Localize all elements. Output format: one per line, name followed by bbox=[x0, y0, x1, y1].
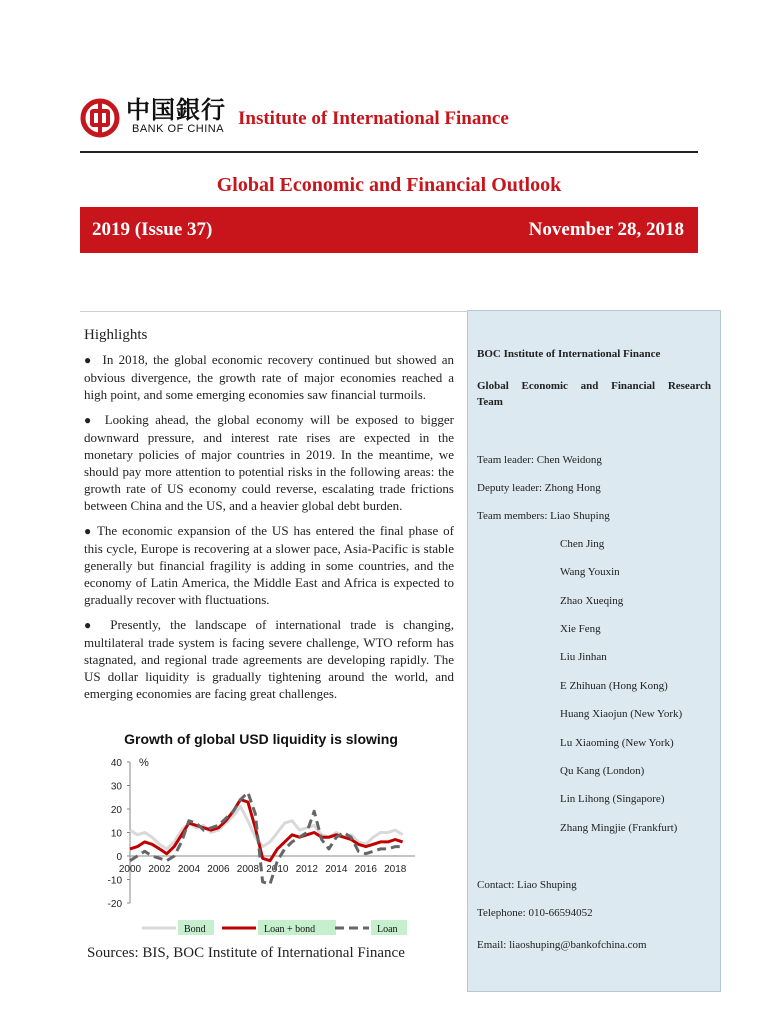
team-member: Huang Xiaojun (New York) bbox=[560, 708, 683, 720]
legend-label: Loan + bond bbox=[264, 924, 316, 935]
series-line-loan-bond bbox=[130, 800, 403, 861]
bullet-icon: ● bbox=[84, 413, 95, 427]
report-title: Global Economic and Financial Outlook bbox=[216, 174, 562, 196]
highlights-list bbox=[84, 351, 454, 710]
y-tick-label: 20 bbox=[110, 805, 122, 816]
highlights-heading: Highlights bbox=[84, 327, 148, 343]
usd-liquidity-chart bbox=[80, 752, 470, 942]
sidebar-team-name: Global Economic and Financial Research bbox=[477, 380, 711, 392]
highlight-item: ● In 2018, the global economic recovery continued but showed an obvious divergence, the growth rate of major economies reached a high point, and some emerging economies saw financial turmoils. bbox=[84, 352, 455, 402]
legend-label: Bond bbox=[184, 924, 206, 935]
sidebar-institute: BOC Institute of International Finance bbox=[477, 348, 661, 360]
highlight-item: ● Presently, the landscape of international trade is changing, multilateral trade system is facing severe challenge, WTO reform has stagnated, and regional trade agreements are developing rapidly. The US dollar liquidity is gradually tightening around the world, and emerging economies are facing great challenges. bbox=[84, 617, 454, 701]
x-tick-label: 2012 bbox=[295, 864, 318, 875]
series-line-bond bbox=[130, 807, 403, 849]
bank-of-china-logo bbox=[80, 96, 230, 142]
team-member: Xie Feng bbox=[560, 623, 601, 635]
logo-chinese-text: 中国銀行 bbox=[126, 95, 226, 124]
contact-telephone: Telephone: 010-66594052 bbox=[477, 907, 593, 919]
y-tick-label: 0 bbox=[116, 852, 122, 863]
bank-of-china-emblem-icon bbox=[80, 98, 120, 138]
x-tick-label: 2008 bbox=[236, 864, 260, 875]
bullet-icon: ● bbox=[84, 353, 94, 367]
bullet-icon: ● bbox=[84, 618, 98, 632]
y-tick-label: 10 bbox=[110, 828, 122, 840]
institute-title: Institute of International Finance bbox=[238, 108, 509, 129]
team-member: Qu Kang (London) bbox=[560, 765, 645, 777]
x-tick-label: 2016 bbox=[354, 864, 377, 875]
x-tick-label: 2018 bbox=[384, 864, 407, 875]
team-member: Zhao Xueqing bbox=[560, 595, 624, 607]
header-rule bbox=[80, 151, 698, 153]
y-tick-label: 40 bbox=[110, 758, 122, 769]
issue-date: November 28, 2018 bbox=[528, 219, 684, 240]
x-tick-label: 2014 bbox=[325, 864, 348, 875]
x-tick-label: 2004 bbox=[177, 864, 201, 875]
sidebar-team-name-cont: Team bbox=[477, 396, 503, 408]
team-leader: Team leader: Chen Weidong bbox=[477, 454, 602, 466]
x-tick-label: 2000 bbox=[118, 864, 142, 875]
team-member: Lu Xiaoming (New York) bbox=[560, 737, 674, 749]
x-tick-label: 2006 bbox=[207, 864, 230, 875]
team-member: Wang Youxin bbox=[560, 566, 620, 578]
x-tick-label: 2010 bbox=[266, 864, 289, 875]
section-divider bbox=[80, 311, 468, 312]
team-member: Chen Jing bbox=[560, 538, 605, 550]
x-tick-label: 2002 bbox=[148, 864, 171, 875]
chart-sources: Sources: BIS, BOC Institute of International Finance bbox=[87, 945, 405, 961]
legend-label: Loan bbox=[377, 924, 398, 935]
y-tick-label: 30 bbox=[110, 781, 122, 793]
team-member: Liu Jinhan bbox=[560, 651, 607, 663]
highlight-item: ● The economic expansion of the US has entered the final phase of this cycle, Europe is recovering at a slower pace, Asia-Pacific is stable generally but financial fragility is adding in some countries, and the economy of Latin America, the Middle East and Africa is expected to gradually recover with fluctuations. bbox=[84, 523, 455, 607]
issue-number: 2019 (Issue 37) bbox=[92, 219, 213, 240]
team-member: Lin Lihong (Singapore) bbox=[560, 793, 665, 805]
team-member: Zhang Mingjie (Frankfurt) bbox=[560, 822, 678, 834]
research-team-sidebar bbox=[467, 310, 721, 992]
contact-person: Contact: Liao Shuping bbox=[477, 879, 577, 891]
deputy-leader: Deputy leader: Zhong Hong bbox=[477, 482, 601, 494]
contact-email[interactable]: Email: liaoshuping@bankofchina.com bbox=[477, 939, 647, 951]
team-members-label: Team members: Liao Shuping bbox=[477, 510, 610, 522]
y-axis-unit: % bbox=[139, 757, 149, 769]
logo-english-text: BANK OF CHINA bbox=[132, 123, 225, 135]
y-tick-label: -20 bbox=[107, 899, 122, 910]
team-member: E Zhihuan (Hong Kong) bbox=[560, 680, 668, 692]
highlight-item: ● Looking ahead, the global economy will be exposed to bigger downward pressure, and interest rate rises are expected in the monetary policies of major countries in 2019. In the meantime, we should pay more attention to potential risks in the following areas: the growth rate of US economy could reverse, escalating trade frictions between China and the US, and a heavier global debt burden. bbox=[84, 412, 454, 513]
issue-banner bbox=[80, 207, 698, 253]
bullet-icon: ● bbox=[84, 524, 93, 538]
y-tick-label: -10 bbox=[107, 875, 122, 887]
chart-title: Growth of global USD liquidity is slowing bbox=[124, 731, 398, 747]
